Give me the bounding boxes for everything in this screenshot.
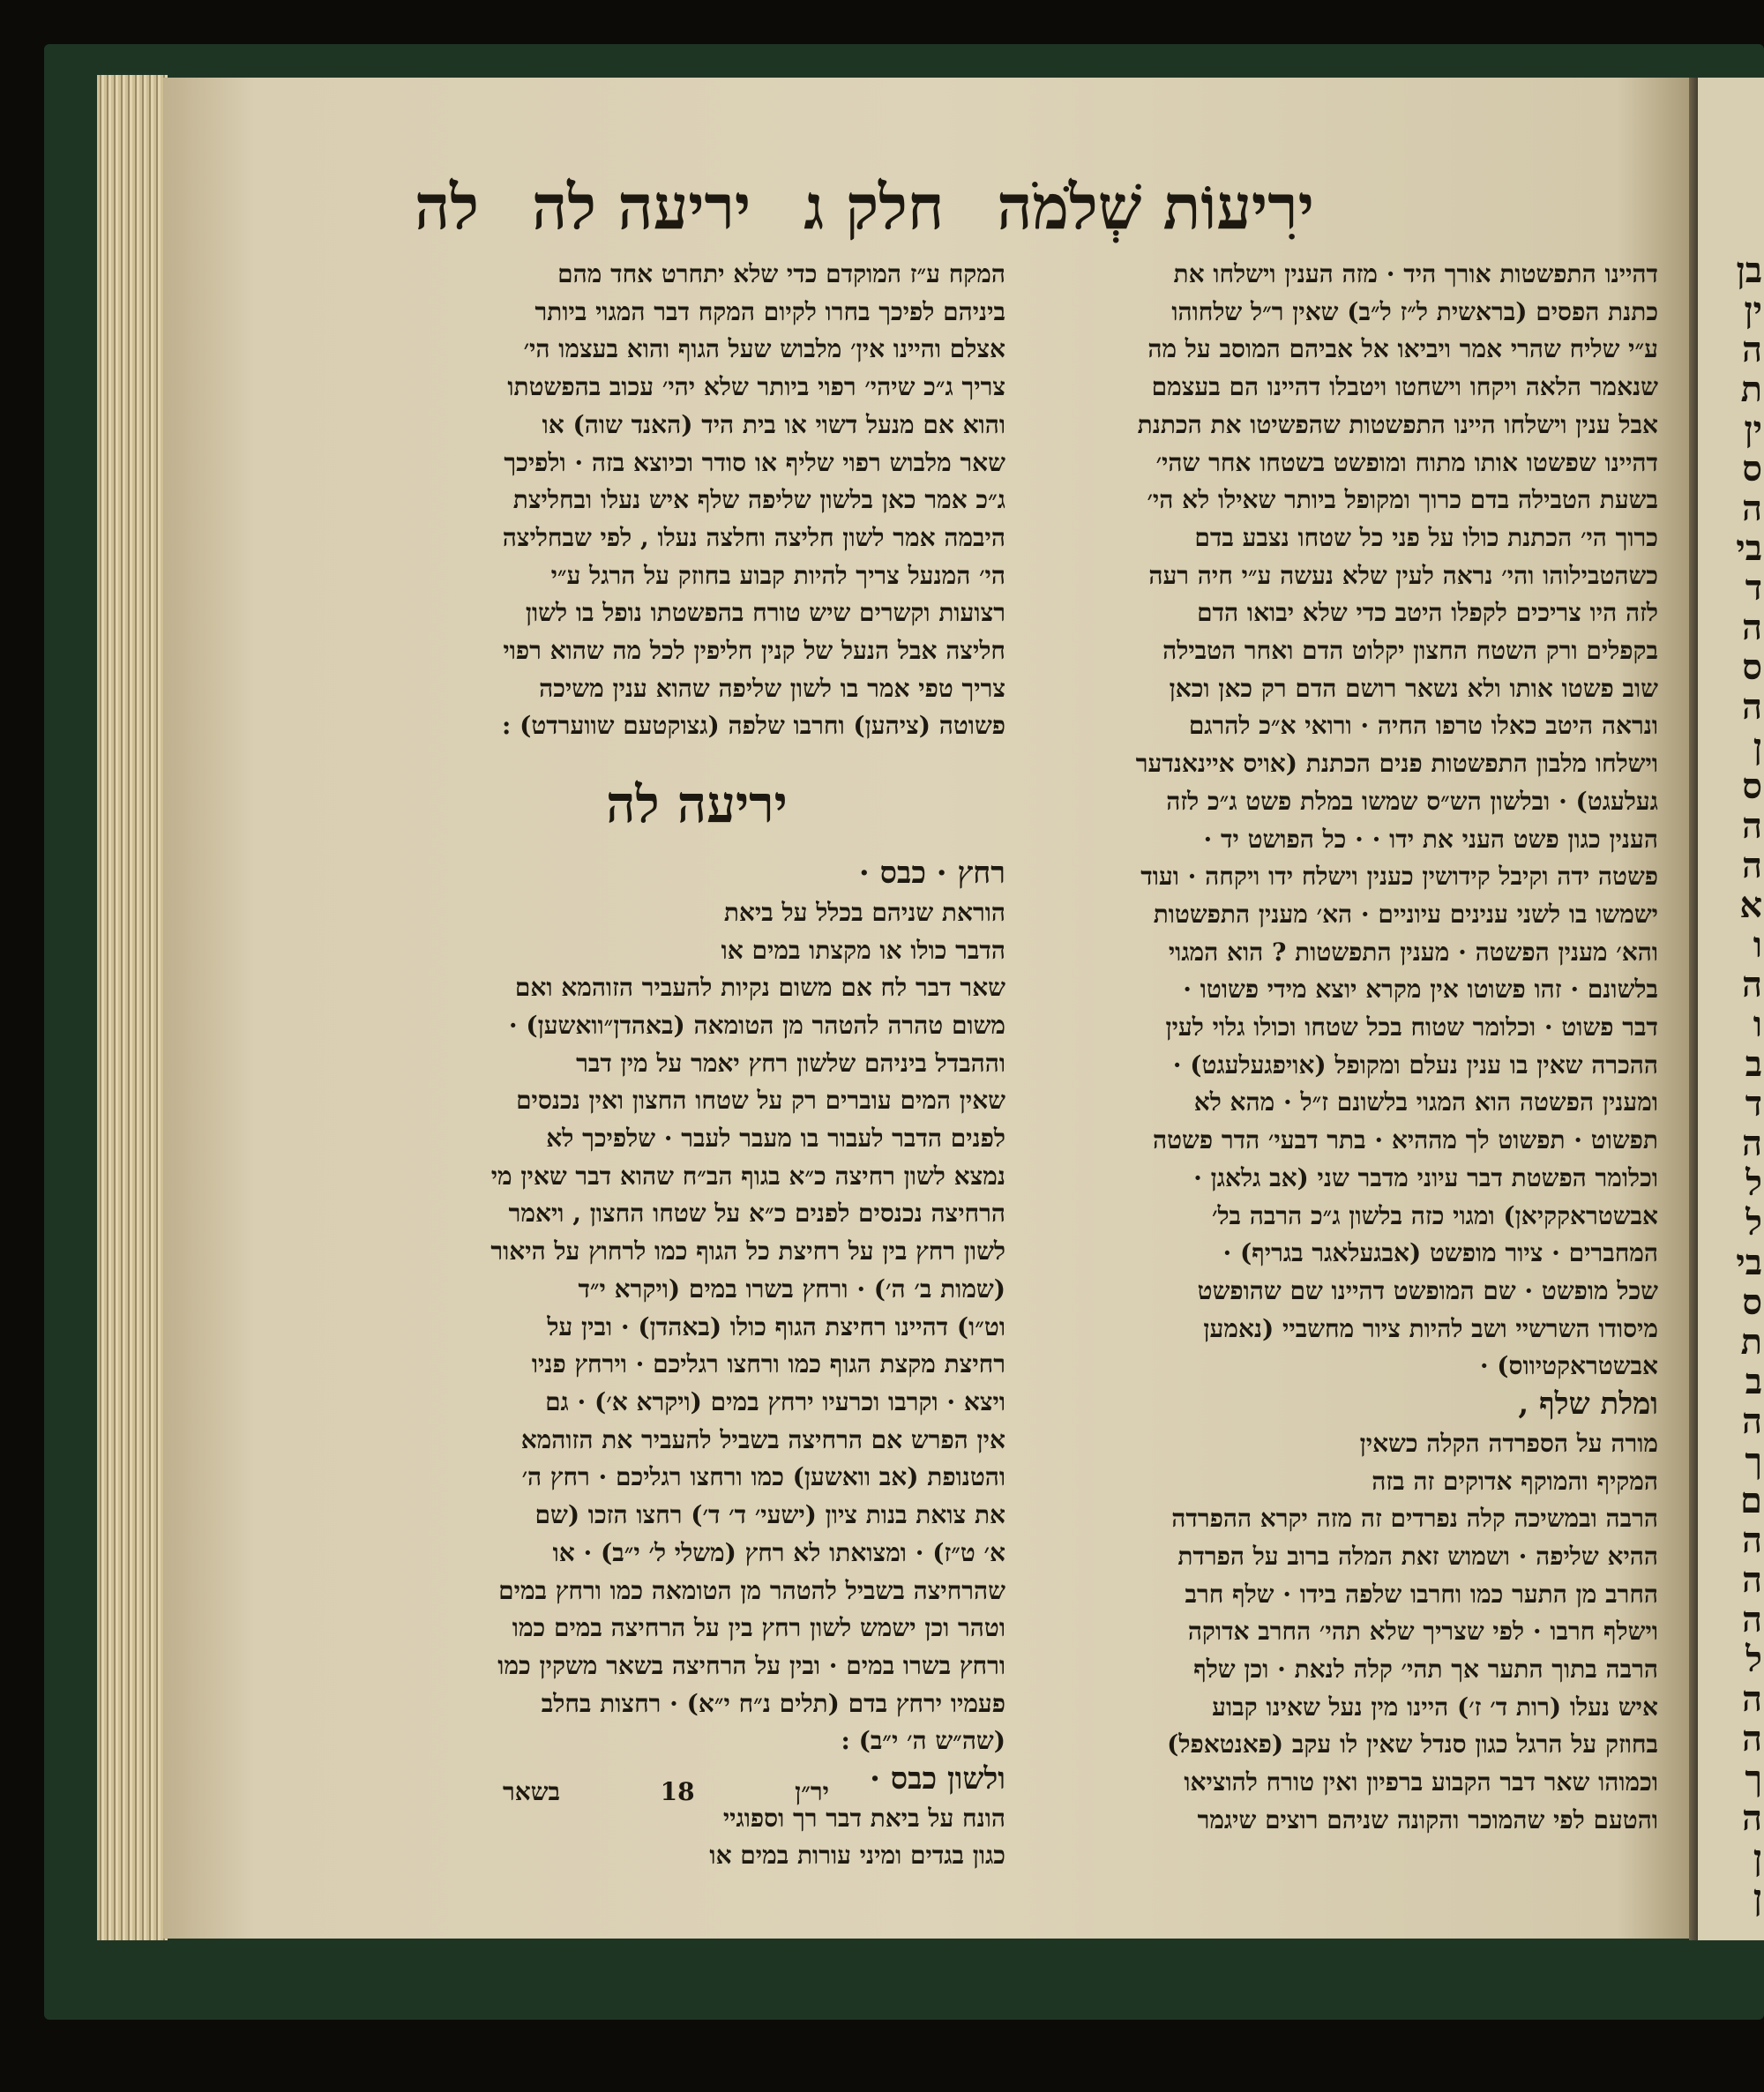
text-line: ישמשו בו לשני ענינים עיוניים · הא׳ מענין התפשטות bbox=[1153, 899, 1658, 929]
page-edges bbox=[97, 75, 168, 1940]
text-line: ויצא · וקרבו וכרעיו ירחץ במים (ויקרא א׳) · גם bbox=[545, 1386, 1005, 1416]
text-line: ההיא שליפה · ושמוש זאת המלה ברוב על הפרדת bbox=[1177, 1541, 1658, 1571]
next-page-letter: ה bbox=[1741, 329, 1762, 370]
text-line: שאר דבר לח אם משום נקיות להעביר הזוהמא ואם bbox=[514, 973, 1005, 1003]
text-line: הענין כגון פשט העני את ידו · · כל הפושט יד · bbox=[1203, 824, 1658, 854]
text-line: איש נעלו (רות ד׳ ז׳) היינו מין נעל שאינו קבוע bbox=[1212, 1692, 1658, 1722]
section-heading: יריעה לה bbox=[606, 774, 788, 835]
entry-line bbox=[1032, 1386, 1658, 1425]
text-line: א׳ ט״ז) · ומצואתו לא רחץ (משלי ל׳ י״ב) · או bbox=[552, 1537, 1005, 1567]
next-page-letter: ין bbox=[1744, 289, 1762, 331]
next-page-letter: ד bbox=[1745, 1083, 1762, 1124]
text-line: כשהטבילוהו והי׳ נראה לעין שלא נעשה ע״י חיה רעה bbox=[1148, 560, 1658, 590]
next-page-letter: ה bbox=[1741, 686, 1762, 728]
text-line: שאר מלבוש רפוי שליף או סודר וכיוצא בזה · ולפיכך bbox=[504, 447, 1005, 477]
part-label: חלק ג bbox=[804, 170, 945, 243]
text-line: (שה״ש ה׳ י״ב) : bbox=[841, 1726, 1005, 1756]
next-page-letter: ן bbox=[1753, 1837, 1762, 1879]
next-page-letter: א bbox=[1739, 885, 1762, 926]
text-line: מיסודו השרשיי ושב להיות ציור מחשביי (נאמען bbox=[1203, 1313, 1658, 1343]
next-page-letter: ה bbox=[1741, 1401, 1762, 1442]
next-page-letter: ה bbox=[1741, 1520, 1762, 1561]
next-page-letter: ס bbox=[1742, 646, 1762, 688]
next-page-letter: ה bbox=[1741, 964, 1762, 1005]
text-line: תפשוט · תפשוט לך מההיא · בתר דבעי׳ הדר פשטה bbox=[1153, 1125, 1658, 1155]
text-line: בשעת הטבילה בדם כרוך ומקופל ביותר שאילו לא הי׳ bbox=[1147, 485, 1658, 515]
text-line: וטהר וכן ישמש לשון רחץ בין על הרחיצה במים כמו bbox=[512, 1613, 1005, 1643]
text-line: ג״כ אמר כאן בלשון שליפה שלף איש נעלו ובחליצת bbox=[512, 485, 1005, 515]
text-line: והטעם לפי שהמוכר והקונה שניהם רוצים שיגמר bbox=[1197, 1804, 1658, 1834]
signature-number: 18 bbox=[660, 1777, 695, 1806]
signature-line bbox=[503, 1777, 829, 1807]
text-line: כרוך הי׳ הכתנת כולו על פני כל שטחו נצבע בדם bbox=[1194, 522, 1658, 552]
left-column bbox=[388, 256, 1005, 1875]
next-page-letter: ס bbox=[1742, 448, 1762, 489]
signature-label: יר״ן bbox=[795, 1777, 829, 1806]
text-line: וט״ו) דהיינו רחיצת הגוף כולו (באהדן) · ובין על bbox=[547, 1311, 1005, 1341]
text-line: את צואת בנות ציון (ישעי׳ ד׳ ד׳) רחצו הזכו (שם bbox=[534, 1500, 1005, 1530]
next-page-letter: בן bbox=[1736, 250, 1762, 291]
text-line: משום טהרה להטהר מן הטומאה (באהדן״וואשען) · bbox=[508, 1010, 1005, 1040]
text-line: שהרחיצה בשביל להטהר מן הטומאה כמו ורחץ במים bbox=[498, 1575, 1005, 1605]
text-line: אין הפרש אם הרחיצה בשביל להעביר את הזוהמא bbox=[520, 1424, 1005, 1454]
text-line: דהיינו התפשטות אורך היד · מזה הענין וישלחו את bbox=[1173, 259, 1658, 288]
text-line: החרב מן התער כמו וחרבו שלפה בידו · שלף חרב bbox=[1185, 1579, 1658, 1609]
text-line: והא׳ מענין הפשטה · מענין התפשטות ? הוא המגוי bbox=[1168, 937, 1658, 967]
text-line: (שמות ב׳ ה׳) · ורחץ בשרו במים (ויקרא י״ד bbox=[578, 1274, 1005, 1304]
next-page-letter: ו bbox=[1753, 924, 1762, 966]
text-line: הדבר כולו או מקצתו במים או bbox=[721, 935, 1005, 965]
next-page-letter: ה bbox=[1741, 607, 1762, 648]
section-label: יריעה לה bbox=[531, 170, 751, 243]
next-page-letter: ל bbox=[1745, 1202, 1762, 1244]
text-line: בקפלים ורק השטח החצון יקלוט הדם ואחר הטבילה bbox=[1162, 636, 1658, 666]
next-page-letter: ד bbox=[1745, 567, 1762, 609]
text-line: וישלחו מלבון התפשטות פנים הכתנת (אויס איינאנדער bbox=[1135, 749, 1658, 779]
text-line: פעמיו ירחץ בדם (תלים נ״ח י״א) · רחצות בחלב bbox=[541, 1688, 1005, 1718]
entry-head: ולשון כבס · bbox=[870, 1761, 1005, 1797]
next-page-letter: ין bbox=[1744, 408, 1762, 450]
next-page-letter: בי bbox=[1736, 1242, 1762, 1283]
text-line: דהיינו שפשטו אותו מתוח ומופשט בשטחו אחר שהי׳ bbox=[1155, 447, 1658, 477]
text-line: ביניהם לפיכך בחרו לקיום המקח דבר המגוי ביותר bbox=[534, 296, 1005, 326]
text-line: אבל ענין וישלחו היינו התפשטות שהפשיטו את הכתנת bbox=[1137, 409, 1658, 439]
next-page-letter: ה bbox=[1741, 1797, 1762, 1839]
text-line: רחיצת מקצת הגוף כמו ורחצו רגליכם · וירחץ פניו bbox=[531, 1349, 1005, 1379]
text-line: פשטה ידה וקיבל קידושין כענין וישלח ידו ויקחה · ועוד bbox=[1140, 862, 1658, 892]
entry-head: ומלת שלף , bbox=[1518, 1386, 1658, 1423]
text-line: ונראה היטב כאלו טרפו החיה · ורואי א״כ להרגם bbox=[1188, 711, 1658, 741]
catchword: בשאר bbox=[503, 1777, 561, 1806]
text-line: הרבה בתוך התער אך תהי׳ קלה לנאת · וכן שלף bbox=[1193, 1655, 1658, 1685]
next-page-letter: ת bbox=[1740, 1321, 1762, 1363]
book-title: ירִיעוֹת שְׁלֹמֹה bbox=[997, 170, 1314, 243]
next-page-letter: ן bbox=[1753, 726, 1762, 767]
text-line: לפנים הדבר לעבור בו מעבר לעבר · שלפיכך לא bbox=[546, 1124, 1005, 1154]
text-line: נמצא לשון רחיצה כ״א בגוף הב״ח שהוא דבר שאין מי bbox=[490, 1161, 1005, 1191]
text-line: כתנת הפסים (בראשית ל״ז ל״ב) שאין ר״ל שלחוהו bbox=[1171, 296, 1658, 326]
text-line: הי׳ המנעל צריך להיות קבוע בחוזק על הרגל ע״י bbox=[550, 560, 1005, 590]
running-header bbox=[415, 168, 1314, 247]
next-page-letter: ב bbox=[1745, 1361, 1762, 1402]
text-line: המקח ע״ז המוקדם כדי שלא יתחרט אחד מהם bbox=[557, 259, 1005, 288]
text-line: ע״י שליח שהרי אמר ויביאו אל אביהם המוסב על מה bbox=[1147, 334, 1658, 364]
text-line: דבר פשוט · וכלומר שטוח בכל שטחו וכולו גלוי לעין bbox=[1165, 1012, 1658, 1042]
text-line: וכמוהו שאר דבר הקבוע ברפיון ואין טורח להוציאו bbox=[1184, 1767, 1658, 1797]
text-line: וההבדל ביניהם שלשון רחץ יאמר על מין דבר bbox=[576, 1048, 1005, 1078]
next-page-letter: ת bbox=[1740, 369, 1762, 410]
text-line: והטנופת (אב וואשען) כמו ורחצו רגליכם · רחץ ה׳ bbox=[521, 1462, 1005, 1492]
text-line: שאין המים עוברים רק על שטחו החצון ואין נכנסים bbox=[516, 1086, 1005, 1116]
text-line: כגון בגדים ומיני עורות במים או bbox=[709, 1841, 1005, 1871]
next-page-letter: ל bbox=[1745, 1162, 1762, 1204]
text-line: אבשטראקטיווס) · bbox=[1479, 1351, 1658, 1381]
next-page-letter: ה bbox=[1741, 1678, 1762, 1720]
text-line: בלשונם · זהו פשוטו אין מקרא יוצא מידי פשוטו · bbox=[1183, 975, 1658, 1005]
text-line: המקיף והמוקף אדוקים זה בזה bbox=[1372, 1466, 1658, 1496]
next-page-letter: ה bbox=[1741, 488, 1762, 529]
text-line: הרחיצה נכנסים לפנים כ״א על שטחו החצון , ויאמר bbox=[508, 1199, 1005, 1229]
text-line: שנאמר הלאה ויקחו וישחטו ויטבלו דהיינו הם בעצמם bbox=[1151, 372, 1658, 402]
text-line: שוב פשטו אותו ולא נשאר רושם הדם רק כאן וכאן bbox=[1169, 673, 1658, 703]
text-line: פשוטה (ציהען) וחרבו שלפה (גצוקטעם שווערדט) : bbox=[502, 711, 1005, 741]
next-page-letter: ך bbox=[1745, 1758, 1762, 1799]
text-line: חליצה אבל הנעל של קנין חליפין לכל מה שהוא רפוי bbox=[503, 636, 1005, 666]
text-line: וישלף חרבו · לפי שצריך שלא תהי׳ החרב אדוקה bbox=[1187, 1617, 1658, 1647]
text-line: ומענין הפשטה הוא המגוי בלשונם ז״ל · מהא לא bbox=[1193, 1087, 1658, 1117]
text-line: שכל מופשט · שם המופשט דהיינו שם שהופשט bbox=[1197, 1275, 1658, 1305]
next-page-letter: ה bbox=[1741, 1718, 1762, 1760]
text-line: מורה על הספרדה הקלה כשאין bbox=[1359, 1428, 1658, 1458]
next-page-fragment bbox=[1698, 78, 1764, 1940]
text-line: ורחץ בשרו במים · ובין על הרחיצה בשאר משקין כמו bbox=[497, 1650, 1005, 1680]
next-page-letter: ב bbox=[1745, 1043, 1762, 1085]
text-line: געלעגט) · ובלשון הש״ס שמשו במלת פשט ג״כ לזה bbox=[1166, 786, 1658, 816]
next-page-letter: בי bbox=[1736, 527, 1762, 569]
text-line: הונח על ביאת דבר רך וספוגיי bbox=[722, 1803, 1005, 1833]
text-line: ההכרה שאין בו ענין נעלם ומקופל (אויפגעלעגט) · bbox=[1172, 1050, 1658, 1080]
text-line: והוא אם מנעל דשוי או בית היד (האנד שוה) או bbox=[542, 409, 1005, 439]
next-page-letter: ם bbox=[1740, 1480, 1762, 1521]
page-number: לה bbox=[415, 170, 480, 243]
text-line: המחברים · ציור מופשט (אבגעלאגר בגריף) · bbox=[1222, 1238, 1658, 1268]
next-page-letter: ס bbox=[1742, 1281, 1762, 1323]
next-page-letter: ה bbox=[1741, 1599, 1762, 1640]
text-line: אבשטראקקיאן) ומגוי כזה בלשון ג״כ הרבה בל׳ bbox=[1211, 1200, 1658, 1230]
next-page-letter: ה bbox=[1741, 805, 1762, 847]
next-page-letter: ו bbox=[1753, 1004, 1762, 1045]
next-page-letter: ן bbox=[1753, 1877, 1762, 1918]
text-line: הוראת שניהם בכלל על ביאת bbox=[723, 897, 1005, 927]
text-line: הרבה ובמשיכה קלה נפרדים זה מזה יקרא ההפרדה bbox=[1171, 1504, 1658, 1534]
next-page-letter: ה bbox=[1741, 1123, 1762, 1164]
text-line: רצועות וקשרים שיש טורח בהפשטתו נופל בו לשון bbox=[525, 598, 1005, 628]
text-line: צריך ג״כ שיהי׳ רפוי ביותר שלא יהי׳ עכוב בהפשטתו bbox=[507, 372, 1005, 402]
right-column bbox=[1032, 256, 1658, 1840]
text-line: צריך טפי אמר בו לשון שליפה שהוא ענין משיכה bbox=[539, 673, 1005, 703]
text-line: לזה היו צריכים לקפלו היטב כדי שלא יבואו הדם bbox=[1197, 598, 1658, 628]
next-page-letter: ה bbox=[1741, 1559, 1762, 1601]
text-line: בחוזק על הרגל כגון סנדל שאין לו עקב (פאנטאפל) bbox=[1167, 1730, 1658, 1760]
text-line: וכלומר הפשטת דבר עיוני מדבר שני (אב גלאגן · bbox=[1193, 1162, 1658, 1192]
entry-line bbox=[388, 855, 1005, 894]
text-line: היבמה אמר לשון חליצה וחלצה נעלו , לפי שבחליצה bbox=[502, 522, 1005, 552]
next-page-letter: ך bbox=[1745, 1440, 1762, 1482]
text-line: לשון רחץ בין על רחיצת כל הגוף כמו לרחוץ על היאור bbox=[490, 1237, 1005, 1266]
next-page-letter: ס bbox=[1742, 766, 1762, 807]
entry-head: רחץ · כבס · bbox=[858, 855, 1005, 892]
next-page-letter: ל bbox=[1745, 1639, 1762, 1680]
next-page-letter: ה bbox=[1741, 845, 1762, 886]
text-line: אצלם והיינו אין׳ מלבוש שעל הגוף והוא בעצמו הי׳ bbox=[523, 334, 1005, 364]
